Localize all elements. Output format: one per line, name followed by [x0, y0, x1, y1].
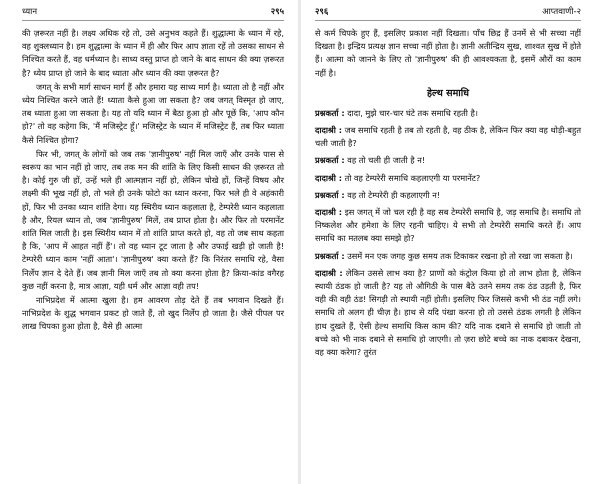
dialogue-line [315, 267, 581, 359]
dialogue-speaker: प्रश्नकर्ता : [315, 107, 345, 118]
dialogue-speaker: प्रश्नकर्ता : [315, 155, 345, 166]
dialogue-line [315, 107, 581, 120]
right-page-number: २९६ [315, 7, 329, 17]
dialogue-text: उसमें मन एक जगह कुछ समय तक टिकाकर रखना हो तो रखा जा सकता है। [347, 250, 573, 261]
dialogue-speaker: दादाश्री : [315, 172, 342, 183]
right-page [301, 0, 599, 484]
dialogue-text: दादा, मुझे चार-चार घंटे तक समाधि रहती है। [347, 107, 478, 118]
dialogue-line [315, 206, 581, 246]
right-running-header [315, 4, 581, 21]
dialogue-speaker: प्रश्नकर्ता : [315, 189, 345, 200]
left-paragraph-1: की ज़रूरत नहीं है। लक्ष्य अधिक रहे तो, उसे अनुभव कहते हैं। शुद्धात्मा के ध्यान में रहे, वह शुक्लध्यान है। हम शुद्धात्मा के ध्यान में ही और फिर आप ज्ञाता रहें तो उसका साधन से निश्चित करते हैं, वह धर्मध्यान है। साध्य वस्तु प्राप्त हो जाने के बाद साधन की क्या ज़रूरत है? ध्येय प्राप्त हो जाने के बाद ध्याता और ध्यान की क्या ज़रूरत है? [22, 28, 284, 78]
dialogue-text: लेकिन उससे लाभ क्या है? प्राणों को कंट्रोल किया हो तो लाभ होता है, लेकिन स्थायी ठंडक हो जाती है? यह तो औगिठी के पास बैठे उतने समय तक ठंड उड़ती है, फिर वही की वही ठंड! सिगड़ी तो स्थायी नहीं होती। इसलिए फिर जिससे कभी भी ठंड नहीं लगे। समाधि तो अलग ही चीज़ है। हाथ से यदि पंखा करना हो तो उससे ठंडक लगती है लेकिन हाथ दुखते हैं, ऐसी हेल्थ समाधि किस काम की? यदि नाक दबाने से समाधि हो जाती तो बच्चे को भी नाक दबाने से समाधि हो जाएगी। तो ज़रा छोटे बच्चे का नाक दबाकर देखना, वह क्या करेगा? तुरंत [315, 267, 581, 358]
dialogue-line [315, 154, 581, 167]
right-intro-paragraph: से कर्म चिपके हुए हैं, इसलिए प्रकाश नहीं दिखता। पाँच छिद्र हैं उनमें से भी सच्चा नहीं दिखता है। इन्द्रिय प्रत्यक्ष ज्ञान सच्चा नहीं होता है। ज्ञानी अतीन्द्रिय सुख, शाश्वत सुख में होते हैं। आत्मा को जानने के लिए तो 'ज्ञानीपुरुष' की ही आवश्यकता है, इसमें औरों का काम नहीं है। [315, 28, 581, 78]
dialogue-speaker: प्रश्नकर्ता : [315, 250, 345, 261]
dialogue-speaker: दादाश्री : [315, 125, 343, 136]
left-paragraph-3: फिर भी, जगत् के लोगों को जब तक 'ज्ञानीपुरुष' नहीं मिल जाएँ और उनके पास से स्वरूप का भान नहीं हो जाए, तब तक मन की शांति के लिए किसी साधन की ज़रूरत तो है। कोई गुरु जी हों, उन्हें भले ही आत्मज्ञान नहीं हो, लेकिन चोखे हों, जिन्हें विषय और लक्ष्मी की भूख नहीं हो, तो भले ही उनके फोटो का ध्यान करना, फिर भले ही वे अहंकारी हों, फिर भी उनका ध्यान शांति देगा। यह स्थिरीय ध्यान कहलाता है, टेम्परेरी ध्यान कहलाता है और, रियल ध्यान तो, जब 'ज्ञानीपुरुष' मिलें, तब प्राप्त होता है। और फिर तो परमानेंट शांति मिल जाती है। इस स्थिरीय ध्यान में तो शांति प्राप्त करते हो, वह तो जब साथ कहता है कि, 'आप में आहत नहीं हैं'। तो वह ध्यान टूट जाता है और उफाई खड़ी हो जाती है! टेम्परेरी ध्यान काम 'नहीं आता'। 'ज्ञानीपुरुष' क्या करते हैं? कि निरंतर समाधि रहे, वैसा निर्लेप ज्ञान दे देते हैं। जब ज्ञानी मिल जाएँ तब तो क्या करना होता है? क्रिया-कांड वगैरह कुछ नहीं करना है, मात्र आज्ञा, यही धर्म और आज्ञा वही तप! [22, 148, 284, 291]
right-header-title: आप्तवाणी-२ [542, 7, 581, 17]
dialogue-text: तो वह टेम्परेरी समाधि कहलाएगी या परमानेंट? [344, 172, 481, 183]
left-paragraph-2: जगत् के सभी मार्ग साधन मार्ग हैं और हमारा यह साध्य मार्ग है। ध्याता तो है नहीं और ध्येय निश्चित करने जाते हैं! ध्याता कैसे हुआ जा सकता है? जब जगत् विस्मृत हो जाए, तब ध्याता हुआ जा सकता है। यह तो यदि ध्यान में बैठा हुआ हो और पूछें कि, 'आप कौन हो?' तो वह कहेगा कि, 'मैं मजिस्ट्रेट हूँ।' मजिस्ट्रेट के ध्यान में मजिस्ट्रेट हैं, तब फिर ध्याता कैसे निश्चित होगा? [22, 81, 284, 145]
dialogue-line [315, 189, 581, 202]
left-page-number: २९५ [270, 7, 284, 17]
dialogue-text: वह तो टेम्परेरी ही कहलाएगी न! [347, 189, 441, 200]
dialogue-text: जब समाधि रहती है तब तो रहती है, वह ठीक है, लेकिन फिर क्या वह थोड़ी-बहुत चली जाती है? [315, 125, 581, 149]
left-page [0, 0, 298, 484]
dialogue-line [315, 172, 581, 185]
dialogue-line [315, 250, 581, 263]
left-running-header [22, 4, 284, 21]
section-title: हेल्थ समाधि [426, 87, 470, 99]
dialogue-line [315, 124, 581, 150]
left-header-title: ध्यान [22, 7, 38, 17]
dialogue-text: वह तो चली ही जाती है न! [347, 155, 426, 166]
dialogue-text: इस जगत् में जो चल रही है वह सब टेम्परेरी समाधि है, जड़ समाधि है। समाधि तो निष्कलेश और हमेशा के लिए रहनी चाहिए। ये सभी तो टेम्परेरी समाधि करते हैं। आप समाधि का मतलब क्या समझे हो? [315, 207, 581, 244]
dialogue-speaker: दादाश्री : [315, 267, 343, 278]
dialogue-speaker: दादाश्री : [315, 207, 343, 218]
left-paragraph-4: नाभिप्रदेश में आत्मा खुला है। हम आवरण तोड़ देते हैं तब भगवान दिखते हैं। नाभिप्रदेश के शुद्ध भगवान प्रकट हो जाते हैं, तो खुद निर्लेप हो जाता है। जैसे पीपल पर लाख चिपका हुआ होता है, वैसे ही आत्मा [22, 295, 284, 332]
